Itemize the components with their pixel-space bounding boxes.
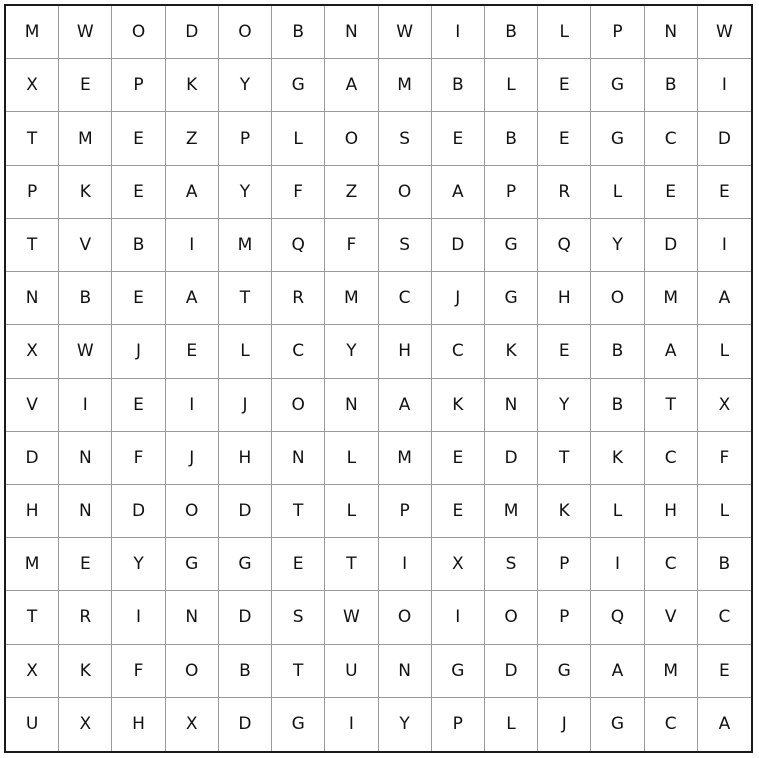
grid-cell-r1-c13[interactable]: N: [645, 6, 698, 59]
grid-cell-r6-c1[interactable]: N: [6, 272, 59, 325]
word-search-grid: [4, 4, 753, 753]
grid-cell-r11-c1[interactable]: M: [6, 538, 59, 591]
grid-cell-r14-c4[interactable]: X: [166, 698, 219, 751]
grid-cell-r11-c6[interactable]: E: [272, 538, 325, 591]
grid-cell-r14-c14[interactable]: A: [718, 714, 731, 735]
grid-cell-r8-c4[interactable]: I: [166, 379, 219, 432]
grid-cell-r13-c8[interactable]: N: [379, 645, 432, 698]
grid-cell-r8-c12[interactable]: B: [591, 379, 644, 432]
grid-cell-r1-c5[interactable]: O: [219, 6, 272, 59]
grid-cell-r10-c12[interactable]: L: [591, 485, 644, 538]
grid-cell-r6-c8[interactable]: C: [379, 272, 432, 325]
grid-cell-r8-c14[interactable]: X: [698, 379, 751, 432]
grid-cell-r7-c10[interactable]: K: [485, 325, 538, 378]
grid-cell-r6-c11[interactable]: H: [538, 272, 591, 325]
grid-cell-r7-c7[interactable]: Y: [325, 325, 378, 378]
grid-cell-r12-c6[interactable]: S: [272, 591, 325, 644]
grid-cell-r7-c12[interactable]: B: [591, 325, 644, 378]
grid-cell-r2-c2[interactable]: E: [59, 59, 112, 112]
grid-cell-r7-c13[interactable]: A: [645, 325, 698, 378]
grid-cell-r10-c4[interactable]: O: [166, 485, 219, 538]
grid-cell-r12-c10[interactable]: O: [485, 591, 538, 644]
grid-cell-r14-c13[interactable]: C: [645, 698, 698, 751]
grid-cell-r3-c2[interactable]: M: [59, 112, 112, 165]
grid-cell-r1-c9[interactable]: I: [432, 6, 485, 59]
grid-cell-r10-c5[interactable]: D: [219, 485, 272, 538]
grid-cell-r5-c5[interactable]: M: [219, 219, 272, 272]
grid-cell-r14-c10[interactable]: L: [485, 698, 538, 751]
grid-cell-r1-c2[interactable]: W: [59, 6, 112, 59]
grid-cell-r4-c2[interactable]: K: [59, 166, 112, 219]
grid-cell-r8-c10[interactable]: N: [485, 379, 538, 432]
grid-cell-r7-c14[interactable]: L: [698, 325, 751, 378]
grid-cell-r8-c7[interactable]: N: [325, 379, 378, 432]
grid-cell-r10-c1[interactable]: H: [6, 485, 59, 538]
grid-cell-r4-c9[interactable]: A: [432, 166, 485, 219]
grid-cell-r10-c11[interactable]: K: [538, 485, 591, 538]
grid-cell-r14-c2[interactable]: X: [59, 698, 112, 751]
grid-cell-r12-c14[interactable]: C: [698, 591, 751, 644]
grid-cell-r1-c8[interactable]: W: [379, 6, 432, 59]
grid-cell-r3-c6[interactable]: L: [272, 112, 325, 165]
grid-cell-r13-c1[interactable]: X: [6, 645, 59, 698]
grid-cell-r9-c9[interactable]: E: [432, 432, 485, 485]
grid-cell-r9-c4[interactable]: J: [166, 432, 219, 485]
grid-cell-r1-c7[interactable]: N: [325, 6, 378, 59]
grid-cell-r5-c9[interactable]: D: [432, 219, 485, 272]
grid-cell-r13-c11[interactable]: G: [538, 645, 591, 698]
grid-cell-r9-c12[interactable]: K: [591, 432, 644, 485]
grid-cell-r13-c7[interactable]: U: [325, 645, 378, 698]
grid-cell-r11-c2[interactable]: E: [59, 538, 112, 591]
grid-cell-r12-c9[interactable]: I: [432, 591, 485, 644]
grid-cell-r7-c4[interactable]: E: [166, 325, 219, 378]
grid-cell-r5-c4[interactable]: I: [166, 219, 219, 272]
grid-cell-r3-c1[interactable]: T: [6, 112, 59, 165]
grid-cell-r1-c10[interactable]: B: [485, 6, 538, 59]
grid-cell-r12-c7[interactable]: W: [325, 591, 378, 644]
grid-cell-r2-c7[interactable]: A: [325, 59, 378, 112]
grid-cell-r5-c11[interactable]: Q: [538, 219, 591, 272]
grid-cell-r13-c3[interactable]: F: [112, 645, 165, 698]
grid-cell-r3-c4[interactable]: Z: [166, 112, 219, 165]
grid-cell-r1-c3[interactable]: O: [112, 6, 165, 59]
grid-cell-r5-c1[interactable]: T: [6, 219, 59, 272]
grid-cell-r10-c7[interactable]: L: [325, 485, 378, 538]
grid-cell-r5-c7[interactable]: F: [325, 219, 378, 272]
grid-cell-r2-c5[interactable]: Y: [219, 59, 272, 112]
grid-cell-r3-c13[interactable]: C: [645, 112, 698, 165]
grid-cell-r8-c11[interactable]: Y: [538, 379, 591, 432]
grid-cell-r8-c6[interactable]: O: [272, 379, 325, 432]
grid-cell-r6-c6[interactable]: R: [272, 272, 325, 325]
grid-cell-r13-c2[interactable]: K: [59, 645, 112, 698]
grid-cell-r4-c6[interactable]: F: [272, 166, 325, 219]
grid-cell-r5-c12[interactable]: Y: [591, 219, 644, 272]
grid-cell-r13-c4[interactable]: O: [166, 645, 219, 698]
grid-cell-r11-c14[interactable]: B: [698, 538, 751, 591]
grid-cell-r14-c6[interactable]: G: [272, 698, 325, 751]
grid-cell-r14-c5[interactable]: D: [219, 698, 272, 751]
grid-cell-r4-c12[interactable]: L: [591, 166, 644, 219]
grid-cell-r9-c2[interactable]: N: [59, 432, 112, 485]
grid-cell-r9-c10[interactable]: D: [485, 432, 538, 485]
grid-cell-r14-c11[interactable]: J: [538, 698, 591, 751]
grid-cell-r9-c14[interactable]: F: [698, 432, 751, 485]
grid-cell-r7-c5[interactable]: L: [219, 325, 272, 378]
grid-cell-r14-c8[interactable]: Y: [379, 698, 432, 751]
grid-cell-r5-c13[interactable]: D: [645, 219, 698, 272]
grid-cell-r12-c3[interactable]: I: [112, 591, 165, 644]
grid-cell-r2-c10[interactable]: L: [485, 59, 538, 112]
grid-cell-r6-c7[interactable]: M: [325, 272, 378, 325]
grid-cell-r2-c8[interactable]: M: [379, 59, 432, 112]
grid-cell-r12-c2[interactable]: R: [59, 591, 112, 644]
grid-cell-r11-c12[interactable]: I: [591, 538, 644, 591]
grid-cell-r3-c10[interactable]: B: [485, 112, 538, 165]
grid-cell-r5-c10[interactable]: G: [485, 219, 538, 272]
grid-cell-r14-c9[interactable]: P: [432, 698, 485, 751]
grid-cell-r6-c9[interactable]: J: [432, 272, 485, 325]
grid-cell-r9-c5[interactable]: H: [219, 432, 272, 485]
grid-cell-r10-c14[interactable]: L: [698, 485, 751, 538]
grid-cell-r4-c14[interactable]: E: [698, 166, 751, 219]
grid-cell-r7-c6[interactable]: C: [272, 325, 325, 378]
grid-cell-r8-c5[interactable]: J: [219, 379, 272, 432]
grid-cell-r10-c3[interactable]: D: [112, 485, 165, 538]
grid-cell-r12-c11[interactable]: P: [538, 591, 591, 644]
grid-cell-r11-c7[interactable]: T: [325, 538, 378, 591]
grid-cell-r12-c13[interactable]: V: [645, 591, 698, 644]
grid-cell-r6-c10[interactable]: G: [485, 272, 538, 325]
grid-cell-r5-c3[interactable]: B: [112, 219, 165, 272]
grid-cell-r2-c9[interactable]: B: [432, 59, 485, 112]
grid-cell-r1-c1[interactable]: M: [6, 6, 59, 59]
grid-cell-r2-c4[interactable]: K: [166, 59, 219, 112]
grid-cell-r1-c14[interactable]: W: [698, 6, 751, 59]
grid-cell-r13-c6[interactable]: T: [272, 645, 325, 698]
grid-cell-r12-c5[interactable]: D: [219, 591, 272, 644]
grid-cell-r14-c1[interactable]: U: [6, 698, 59, 751]
grid-cell-r12-c8[interactable]: O: [379, 591, 432, 644]
grid-cell-r1-c12[interactable]: P: [591, 6, 644, 59]
grid-cell-r7-c8[interactable]: H: [379, 325, 432, 378]
grid-cell-r11-c8[interactable]: I: [379, 538, 432, 591]
grid-cell-r11-c11[interactable]: P: [538, 538, 591, 591]
grid-cell-r7-c3[interactable]: J: [112, 325, 165, 378]
grid-cell-r11-c13[interactable]: C: [645, 538, 698, 591]
grid-cell-r7-c9[interactable]: C: [432, 325, 485, 378]
grid-cell-r13-c12[interactable]: A: [591, 645, 644, 698]
grid-cell-r11-c3[interactable]: Y: [112, 538, 165, 591]
grid-cell-r3-c9[interactable]: E: [432, 112, 485, 165]
grid-cell-r8-c8[interactable]: A: [379, 379, 432, 432]
grid-cell-r4-c8[interactable]: O: [379, 166, 432, 219]
grid-cell-r5-c14[interactable]: I: [698, 219, 751, 272]
grid-cell-r11-c9[interactable]: X: [432, 538, 485, 591]
grid-cell-r13-c13[interactable]: M: [645, 645, 698, 698]
grid-cell-r6-c3[interactable]: E: [112, 272, 165, 325]
grid-cell-r13-c10[interactable]: D: [485, 645, 538, 698]
grid-cell-r4-c3[interactable]: E: [112, 166, 165, 219]
grid-cell-r5-c6[interactable]: Q: [272, 219, 325, 272]
grid-cell-r11-c5[interactable]: G: [219, 538, 272, 591]
grid-cell-r1-c4[interactable]: D: [166, 6, 219, 59]
grid-cell-r3-c3[interactable]: E: [112, 112, 165, 165]
grid-cell-r8-c13[interactable]: T: [645, 379, 698, 432]
grid-cell-r14-c7[interactable]: I: [325, 698, 378, 751]
grid-cell-r2-c6[interactable]: G: [272, 59, 325, 112]
grid-cell-r10-c2[interactable]: N: [59, 485, 112, 538]
grid-cell-r8-c2[interactable]: I: [59, 379, 112, 432]
grid-cell-r8-c3[interactable]: E: [112, 379, 165, 432]
grid-cell-r7-c1[interactable]: X: [6, 325, 59, 378]
grid-cell-r2-c11[interactable]: E: [538, 59, 591, 112]
grid-cell-r7-c11[interactable]: E: [538, 325, 591, 378]
grid-cell-r1-c11[interactable]: L: [538, 6, 591, 59]
grid-cell-r11-c4[interactable]: G: [166, 538, 219, 591]
grid-cell-r13-c9[interactable]: G: [432, 645, 485, 698]
grid-cell-r10-c8[interactable]: P: [379, 485, 432, 538]
grid-cell-r9-c8[interactable]: M: [379, 432, 432, 485]
grid-cell-r2-c13[interactable]: B: [645, 59, 698, 112]
grid-cell-r4-c1[interactable]: P: [6, 166, 59, 219]
grid-cell-r12-c4[interactable]: N: [166, 591, 219, 644]
grid-cell-r4-c4[interactable]: A: [166, 166, 219, 219]
grid-cell-r3-c7[interactable]: O: [325, 112, 378, 165]
grid-cell-r2-c3[interactable]: P: [112, 59, 165, 112]
grid-cell-r7-c2[interactable]: W: [59, 325, 112, 378]
grid-cell-r9-c13[interactable]: C: [645, 432, 698, 485]
grid-cell-r3-c14[interactable]: D: [698, 112, 751, 165]
grid-cell-r4-c5[interactable]: Y: [219, 166, 272, 219]
grid-cell-r6-c14[interactable]: A: [698, 272, 751, 325]
grid-cell-r2-c14[interactable]: I: [698, 59, 751, 112]
grid-cell-r3-c11[interactable]: E: [538, 112, 591, 165]
grid-cell-r10-c10[interactable]: M: [485, 485, 538, 538]
grid-cell-r5-c2[interactable]: V: [59, 219, 112, 272]
grid-cell-r5-c8[interactable]: S: [379, 219, 432, 272]
grid-cell-r11-c10[interactable]: S: [485, 538, 538, 591]
grid-cell-r13-c5[interactable]: B: [219, 645, 272, 698]
grid-cell-r13-c14[interactable]: E: [698, 645, 751, 698]
grid-cell-r3-c8[interactable]: S: [379, 112, 432, 165]
grid-cell-r3-c12[interactable]: G: [591, 112, 644, 165]
grid-cell-r4-c11[interactable]: R: [538, 166, 591, 219]
grid-cell-r8-c1[interactable]: V: [6, 379, 59, 432]
grid-cell-r9-c3[interactable]: F: [112, 432, 165, 485]
grid-cell-r12-c1[interactable]: T: [6, 591, 59, 644]
grid-cell-r4-c7[interactable]: Z: [325, 166, 378, 219]
grid-cell-r9-c6[interactable]: N: [272, 432, 325, 485]
grid-cell-r2-c12[interactable]: G: [591, 59, 644, 112]
grid-cell-r14-c12[interactable]: G: [591, 698, 644, 751]
grid-cell-r4-c13[interactable]: E: [645, 166, 698, 219]
grid-cell-r3-c5[interactable]: P: [219, 112, 272, 165]
grid-cell-r4-c10[interactable]: P: [485, 166, 538, 219]
grid-cell-r10-c13[interactable]: H: [645, 485, 698, 538]
grid-cell-r2-c1[interactable]: X: [6, 59, 59, 112]
grid-cell-r9-c1[interactable]: D: [6, 432, 59, 485]
grid-cell-r9-c11[interactable]: T: [538, 432, 591, 485]
grid-cell-r14-c3[interactable]: H: [112, 698, 165, 751]
grid-cell-r6-c2[interactable]: B: [59, 272, 112, 325]
grid-cell-r9-c7[interactable]: L: [325, 432, 378, 485]
grid-cell-r1-c6[interactable]: B: [272, 6, 325, 59]
grid-cell-r8-c9[interactable]: K: [432, 379, 485, 432]
grid-cell-r12-c12[interactable]: Q: [591, 591, 644, 644]
grid-cell-r6-c4[interactable]: A: [166, 272, 219, 325]
grid-cell-r6-c5[interactable]: T: [219, 272, 272, 325]
grid-cell-r10-c9[interactable]: E: [432, 485, 485, 538]
grid-cell-r6-c12[interactable]: O: [591, 272, 644, 325]
grid-cell-r10-c6[interactable]: T: [272, 485, 325, 538]
grid-cell-r6-c13[interactable]: M: [645, 272, 698, 325]
